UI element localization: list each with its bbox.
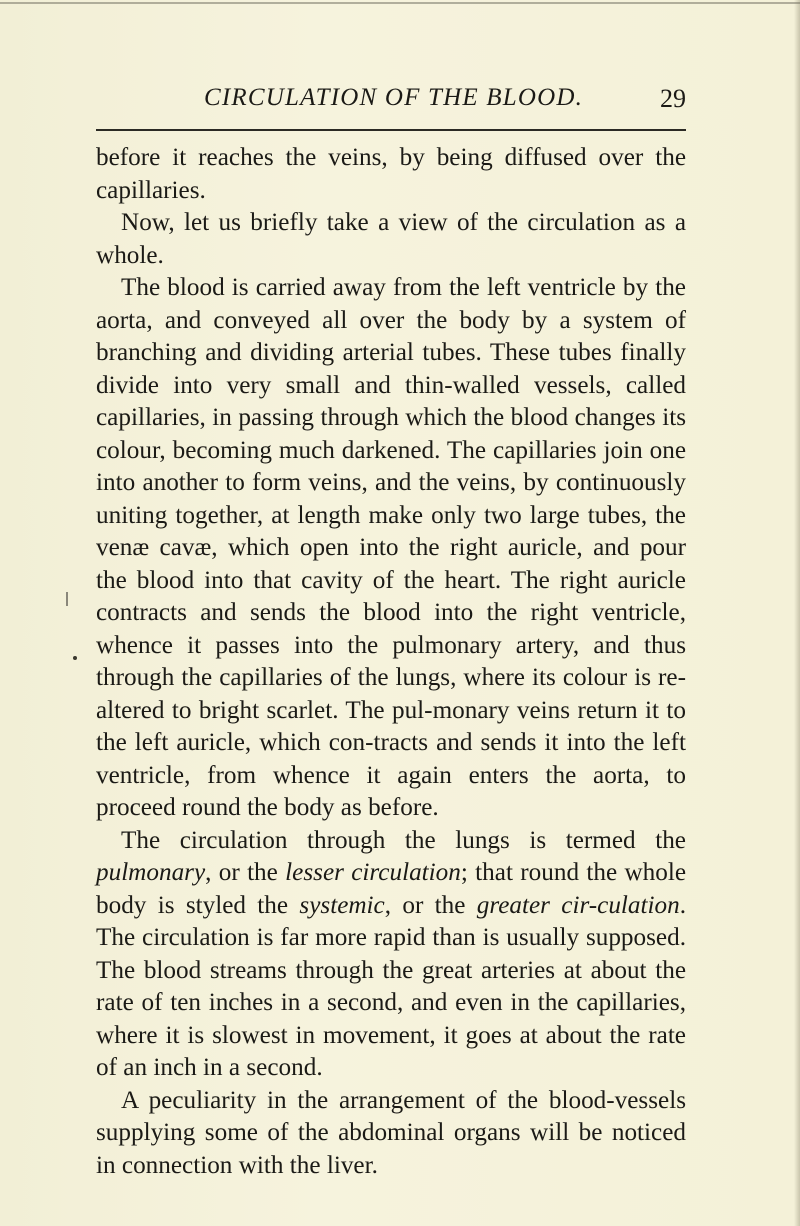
paragraph xyxy=(96,1085,686,1183)
paragraph xyxy=(96,272,686,825)
page-number: 29 xyxy=(660,84,686,113)
text-run: The circulation through the lungs is termed the xyxy=(121,826,686,854)
paragraph xyxy=(96,207,686,272)
italic-term: lesser circulation xyxy=(285,859,461,886)
text-run: . The circulation is far more rapid than is usually supposed. The blood streams through the great arteries at about the rate of ten inches in a second, and even in the capillaries, where it is slowest in movement, it goes at about the rate of an inch in a second. xyxy=(96,891,686,1081)
text-run: Now, let us briefly take a view of the circulation as a whole. xyxy=(96,209,686,269)
text-run: ; that round the whole body is styled the xyxy=(96,859,687,919)
header-rule xyxy=(96,129,686,131)
body-text xyxy=(96,142,686,1182)
italic-term: systemic xyxy=(299,891,385,919)
page-edge-shadow xyxy=(794,0,800,1226)
page-header xyxy=(96,84,686,124)
text-run: The blood is carried away from the left ventricle by the aorta, and conveyed all over the body by a system of branching and dividing arterial tubes. These tubes finally divide into very small and thin-walled vessels, called capillaries, in passing through which the blood changes its colour, becoming much darkened. The capillaries join one into another to form veins, and the veins, by continuously uniting together, at length make only two large tubes, the venæ cavæ, which open into the right auricle, and pour the blood into that cavity of the heart. The right auricle contracts and sends the blood into the right ventricle, whence it passes into the pulmonary artery, and thus through the capillaries of the lungs, where its colour is re-altered to bright scarlet. The pul-monary veins return it to the left auricle, which con-tracts and sends it into the left ventricle, from whence it again enters the aorta, to proceed round the body as before. xyxy=(96,274,686,821)
italic-term: greater cir-culation xyxy=(476,891,680,919)
text-run: , or the xyxy=(205,859,286,886)
text-run: A peculiarity in the arrangement of the blood-vessels supplying some of the abdominal organs will be noticed in connection with the liver. xyxy=(96,1086,686,1179)
paragraph xyxy=(96,825,686,1085)
text-run: , or the xyxy=(384,891,477,919)
paragraph xyxy=(96,142,686,207)
margin-dot xyxy=(73,656,77,660)
text-run: before it reaches the veins, by being diffused over the capillaries. xyxy=(96,144,686,204)
running-head: CIRCULATION OF THE BLOOD. xyxy=(204,84,584,111)
margin-mark xyxy=(66,592,68,606)
italic-term: pulmonary xyxy=(96,859,206,886)
page-top-edge xyxy=(0,2,800,4)
